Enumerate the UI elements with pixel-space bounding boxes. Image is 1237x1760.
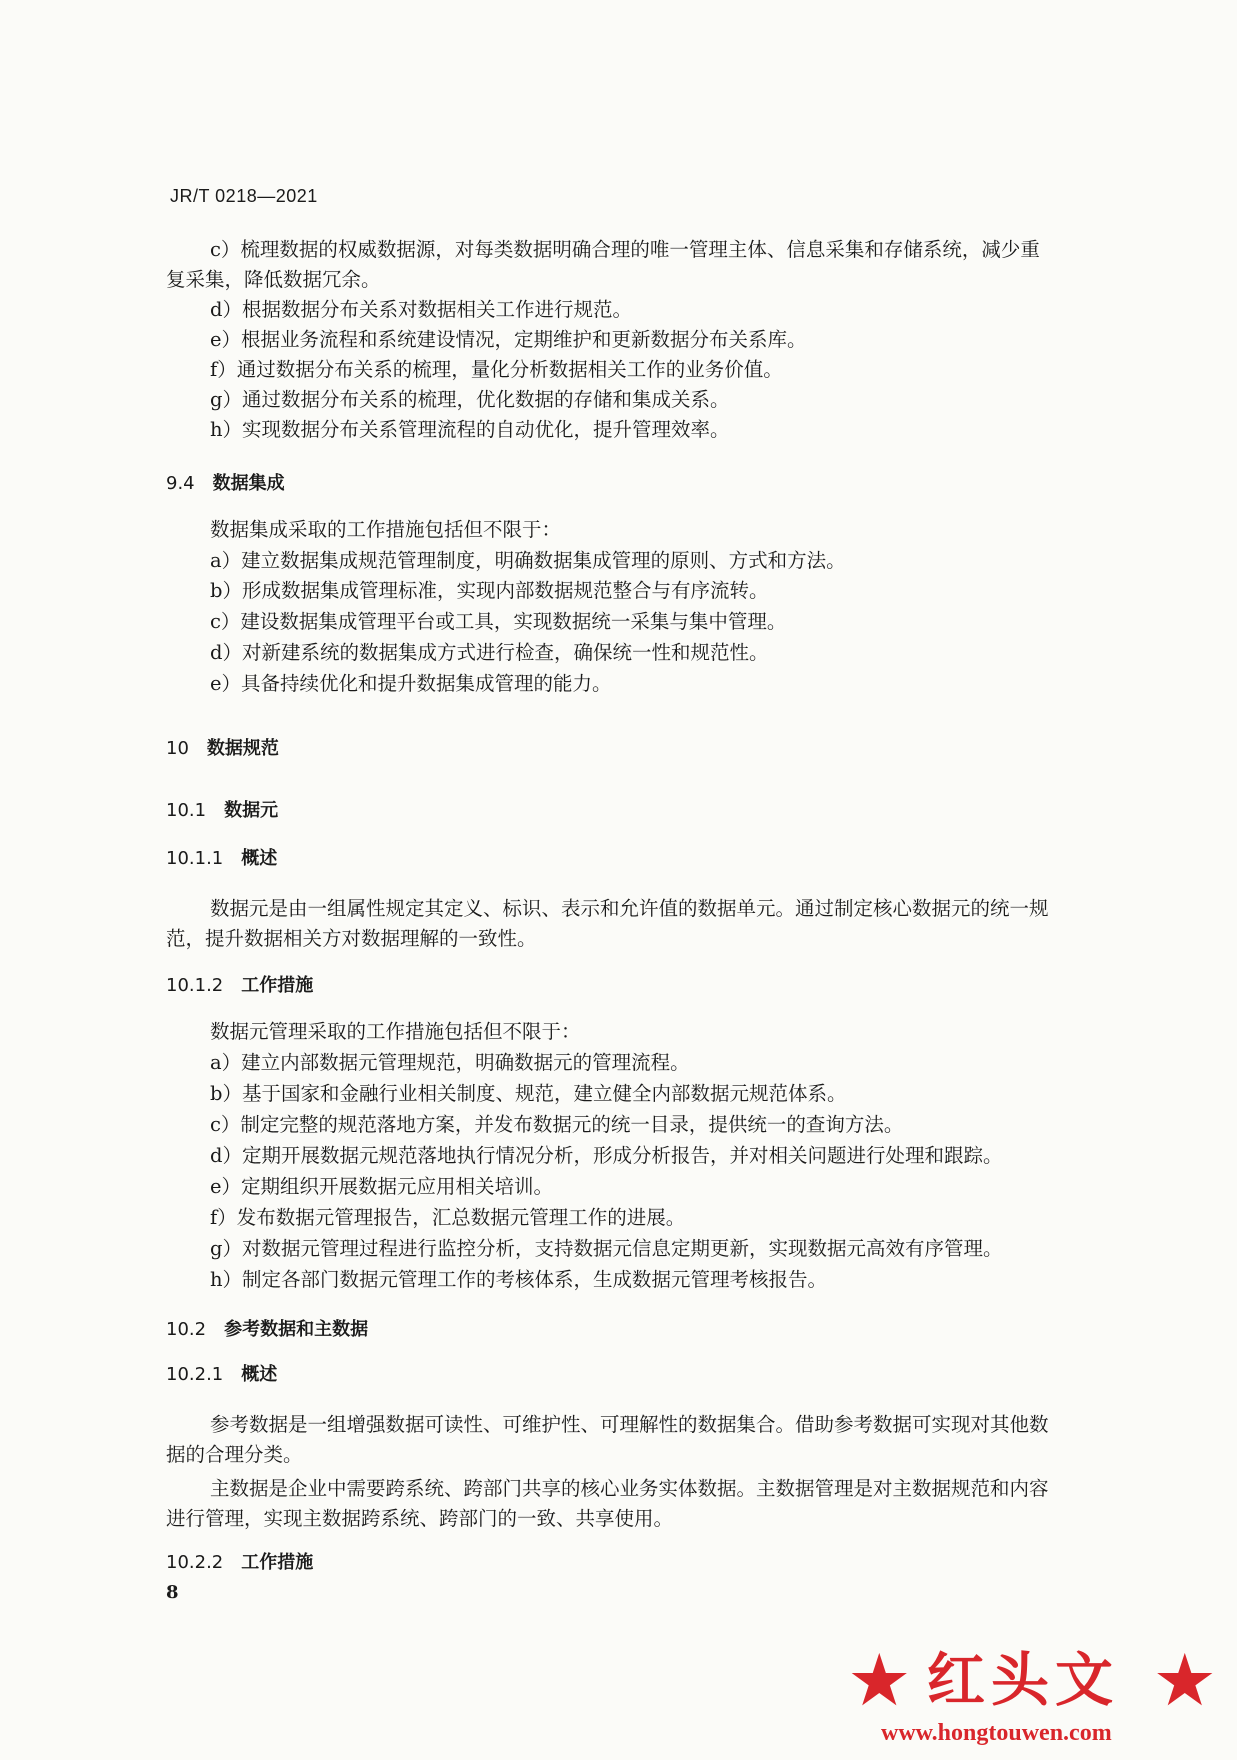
list-item: g）通过数据分布关系的梳理，优化数据的存储和集成关系。 [210,388,730,411]
watermark-title: 红头文 [927,1646,1120,1714]
section-number: 10.2.2 [166,1552,224,1573]
paragraph-continuation: 范，提升数据相关方对数据理解的一致性。 [166,927,537,950]
section-heading-10-2-2 [166,1549,313,1577]
section-heading-10-2 [166,1316,368,1344]
star-icon: ★ [1152,1638,1217,1722]
list-item: a）建立内部数据元管理规范，明确数据元的管理流程。 [210,1051,690,1074]
page-number: 8 [166,1582,179,1603]
section-number: 10.1.1 [166,848,224,869]
section-title: 概述 [241,1364,278,1385]
list-item: a）建立数据集成规范管理制度，明确数据集成管理的原则、方式和方法。 [210,549,846,572]
section-title: 工作措施 [241,975,314,996]
list-item: b）基于国家和金融行业相关制度、规范，建立健全内部数据元规范体系。 [210,1082,847,1105]
list-item: h）实现数据分布关系管理流程的自动优化，提升管理效率。 [210,418,730,441]
paragraph: 数据元是由一组属性规定其定义、标识、表示和允许值的数据单元。通过制定核心数据元的统一规 [210,897,1049,920]
list-item: h）制定各部门数据元管理工作的考核体系，生成数据元管理考核报告。 [210,1268,828,1291]
section-title: 参考数据和主数据 [224,1319,369,1340]
section-number: 10.2.1 [166,1364,224,1385]
section-heading-9-4 [166,470,285,498]
list-item: d）定期开展数据元规范落地执行情况分析，形成分析报告，并对相关问题进行处理和跟踪。 [210,1144,1003,1167]
section-heading-10-1-2 [166,972,313,1000]
section-title: 数据规范 [206,738,279,759]
list-item: e）具备持续优化和提升数据集成管理的能力。 [210,672,612,695]
star-icon: ★ [847,1638,912,1722]
section-number: 10.1.2 [166,975,224,996]
list-item: f）通过数据分布关系的梳理，量化分析数据相关工作的业务价值。 [210,358,783,381]
section-title: 工作措施 [241,1552,314,1573]
section-title: 概述 [241,848,278,869]
list-item: c）制定完整的规范落地方案，并发布数据元的统一目录，提供统一的查询方法。 [210,1113,904,1136]
list-item: c）梳理数据的权威数据源，对每类数据明确合理的唯一管理主体、信息采集和存储系统，减少重 [210,238,1040,261]
section-number: 10 [166,738,189,759]
section-heading-10 [166,735,279,763]
section-title: 数据元 [224,800,279,821]
paragraph: 参考数据是一组增强数据可读性、可维护性、可理解性的数据集合。借助参考数据可实现对其他数 [210,1413,1049,1436]
list-item: g）对数据元管理过程进行监控分析，支持数据元信息定期更新，实现数据元高效有序管理。 [210,1237,1003,1260]
section-number: 9.4 [166,473,195,494]
list-item: e）定期组织开展数据元应用相关培训。 [210,1175,554,1198]
section-heading-10-1-1 [166,845,277,873]
list-item: e）根据业务流程和系统建设情况，定期维护和更新数据分布关系库。 [210,328,807,351]
paragraph-continuation: 进行管理，实现主数据跨系统、跨部门的一致、共享使用。 [166,1507,674,1530]
list-item: f）发布数据元管理报告，汇总数据元管理工作的进展。 [210,1206,686,1229]
watermark-url: www.hongtouwen.com [881,1720,1112,1746]
list-item-continuation: 复采集，降低数据冗余。 [166,268,381,291]
list-item: b）形成数据集成管理标准，实现内部数据规范整合与有序流转。 [210,579,769,602]
section-title: 数据集成 [212,473,285,494]
list-item: d）对新建系统的数据集成方式进行检查，确保统一性和规范性。 [210,641,769,664]
document-code-header: JR/T 0218—2021 [170,186,318,206]
paragraph-continuation: 据的合理分类。 [166,1443,303,1466]
list-item: d）根据数据分布关系对数据相关工作进行规范。 [210,298,632,321]
section-number: 10.2 [166,1319,207,1340]
section-heading-10-1 [166,797,278,825]
paragraph: 数据元管理采取的工作措施包括但不限于： [210,1020,581,1043]
paragraph: 数据集成采取的工作措施包括但不限于： [210,518,562,541]
watermark-logo [847,1640,1217,1750]
section-number: 10.1 [166,800,207,821]
paragraph: 主数据是企业中需要跨系统、跨部门共享的核心业务实体数据。主数据管理是对主数据规范和内容 [210,1477,1049,1500]
section-heading-10-2-1 [166,1361,277,1389]
list-item: c）建设数据集成管理平台或工具，实现数据统一采集与集中管理。 [210,610,787,633]
